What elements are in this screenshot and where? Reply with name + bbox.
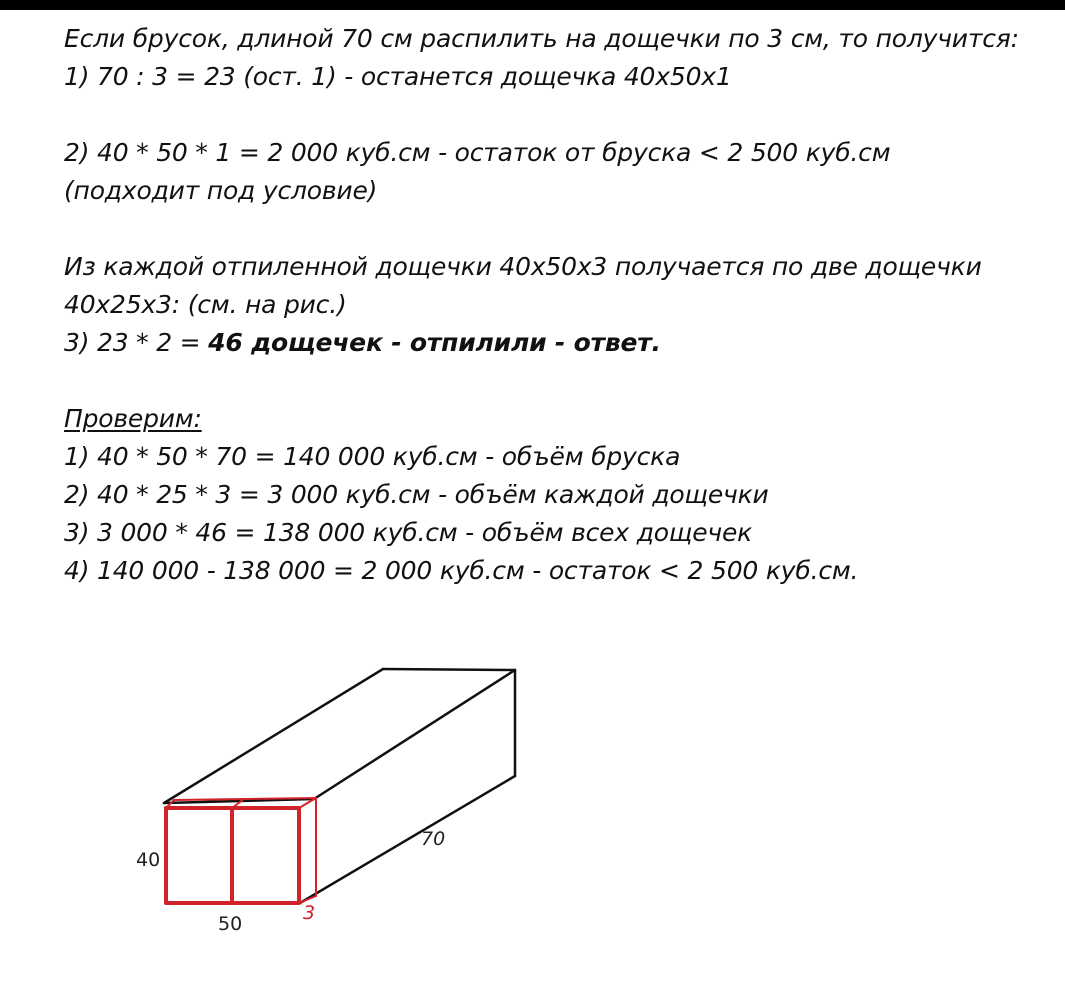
height-label: 40 <box>136 849 161 871</box>
spacer <box>64 210 1059 248</box>
slab-depth-bottom <box>299 896 316 903</box>
length-label: 70 <box>421 828 446 850</box>
front-slab-face <box>166 808 299 903</box>
spacer <box>64 362 1059 400</box>
check-line-1: 1) 40 * 50 * 70 = 140 000 куб.см - объём бруска <box>64 442 681 471</box>
solution-text <box>64 20 1059 590</box>
answer-text: 46 дощечек - отпилили - ответ. <box>208 328 661 357</box>
explanation-line-2: 40х25х3: (см. на рис.) <box>64 290 347 319</box>
bottom-right-edge <box>300 776 515 903</box>
top-border-bar <box>0 0 1065 10</box>
step-3 <box>64 324 1059 362</box>
top-left-edge <box>164 669 383 803</box>
step-2-note: (подходит под условие) <box>64 176 378 205</box>
front-top-edge <box>164 799 314 803</box>
check-heading-text: Проверим: <box>64 404 202 433</box>
thickness-label: 3 <box>303 902 316 924</box>
check-line-3: 3) 3 000 * 46 = 138 000 куб.см - объём всех дощечек <box>64 518 753 547</box>
intro-line: Если брусок, длиной 70 см распилить на дощечки по 3 см, то получится: <box>64 24 1019 53</box>
top-right-edge <box>314 670 515 799</box>
spacer <box>64 96 1059 134</box>
slab-depth-top <box>174 798 316 800</box>
bar-outline <box>164 669 515 903</box>
cut-pieces <box>166 798 316 903</box>
step-1: 1) 70 : 3 = 23 (ост. 1) - останется дощечка 40х50х1 <box>64 62 732 91</box>
back-top-edge <box>383 669 515 670</box>
width-label: 50 <box>218 913 243 935</box>
step-2: 2) 40 * 50 * 1 = 2 000 куб.см - остаток от бруска < 2 500 куб.см <box>64 138 891 167</box>
slab-depth-top-left <box>166 800 174 808</box>
check-line-2: 2) 40 * 25 * 3 = 3 000 куб.см - объём каждой дощечки <box>64 480 769 509</box>
check-line-4: 4) 140 000 - 138 000 = 2 000 куб.см - остаток < 2 500 куб.см. <box>64 556 859 585</box>
slab-divider-depth <box>232 799 244 808</box>
explanation-line-1: Из каждой отпиленной дощечки 40х50х3 получается по две дощечки <box>64 252 982 281</box>
check-heading <box>64 400 1059 438</box>
slab-depth-corner <box>299 798 316 808</box>
step-3-prefix: 3) 23 * 2 = <box>64 328 209 357</box>
